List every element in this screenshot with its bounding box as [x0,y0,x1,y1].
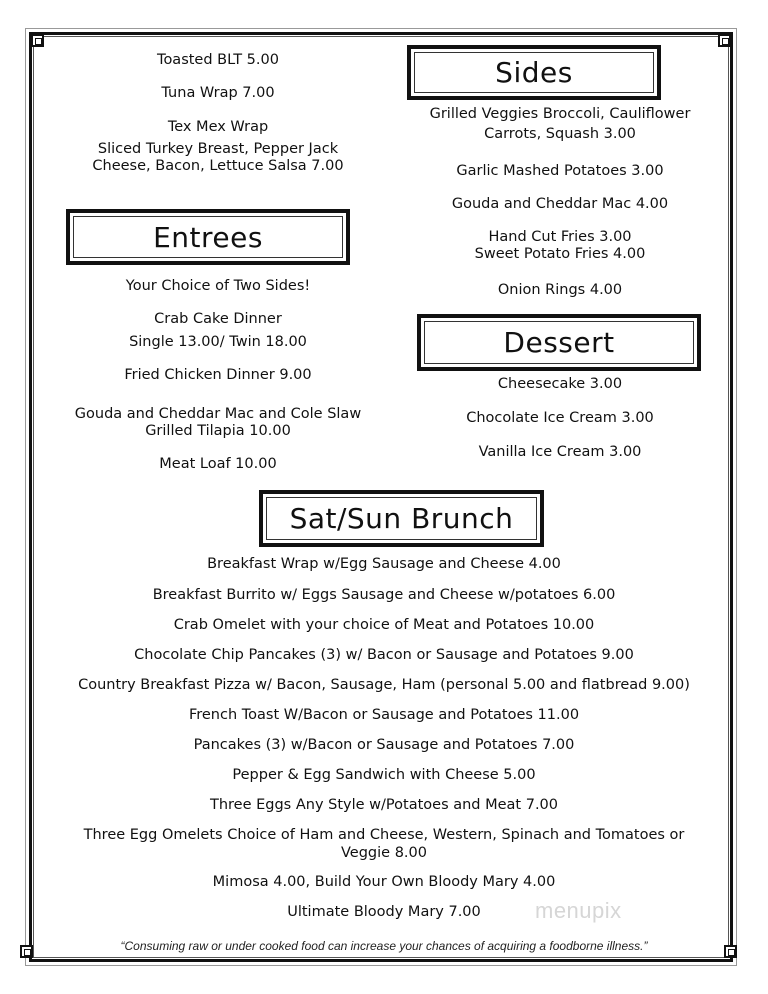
menu-item: Crab Omelet with your choice of Meat and Potatoes 10.00 [173,617,595,633]
menu-item: Hand Cut Fries 3.00 [488,229,632,245]
menu-item: Gouda and Cheddar Mac and Cole Slaw [74,406,362,422]
menu-item: Gouda and Cheddar Mac 4.00 [451,196,669,212]
menu-item: Grilled Veggies Broccoli, Cauliflower [429,106,691,122]
menu-item: Pancakes (3) w/Bacon or Sausage and Potatoes 7.00 [193,737,575,753]
dessert-heading: Dessert [503,326,615,359]
menu-item: Garlic Mashed Potatoes 3.00 [456,163,664,179]
food-safety-disclaimer: “Consuming raw or under cooked food can increase your chances of acquiring a foodborne illness.” [120,939,648,953]
menu-item: Onion Rings 4.00 [497,282,623,298]
menu-item: Tuna Wrap 7.00 [161,85,275,101]
menu-item: Sweet Potato Fries 4.00 [474,246,646,262]
menu-item-price: Single 13.00/ Twin 18.00 [129,334,307,350]
menu-item-description: Sliced Turkey Breast, Pepper Jack [97,141,339,157]
entrees-heading: Entrees [153,220,263,254]
menu-item: Crab Cake Dinner [154,311,282,327]
menu-item: French Toast W/Bacon or Sausage and Potatoes 11.00 [188,707,580,723]
menu-item: Ultimate Bloody Mary 7.00 [287,904,481,920]
menu-item: Veggie 8.00 [341,845,427,861]
menu-item: Pepper & Egg Sandwich with Cheese 5.00 [232,767,536,783]
menu-item: Breakfast Wrap w/Egg Sausage and Cheese 4.00 [207,556,561,572]
menu-item: Fried Chicken Dinner 9.00 [124,367,312,383]
menupix-watermark: menupix [535,898,622,923]
menu-item: Vanilla Ice Cream 3.00 [478,444,642,460]
menu-item: Breakfast Burrito w/ Eggs Sausage and Cheese w/potatoes 6.00 [152,587,616,603]
brunch-section [36,0,732,930]
menu-item: Tex Mex Wrap [167,119,269,135]
menu-item: Toasted BLT 5.00 [157,52,279,68]
menu-item: Mimosa 4.00, Build Your Own Bloody Mary 4.00 [212,874,556,890]
menu-item: Meat Loaf 10.00 [159,456,277,472]
menu-note: Your Choice of Two Sides! [125,278,311,294]
menu-item: Three Egg Omelets Choice of Ham and Cheese, Western, Spinach and Tomatoes or [83,827,685,843]
menu-item: Chocolate Chip Pancakes (3) w/ Bacon or Sausage and Potatoes 9.00 [134,647,634,663]
menu-item-description: Cheese, Bacon, Lettuce Salsa 7.00 [92,158,344,174]
menu-item: Carrots, Squash 3.00 [484,126,636,142]
sides-heading: Sides [495,56,573,89]
menu-item: Grilled Tilapia 10.00 [145,423,291,439]
menu-item: Country Breakfast Pizza w/ Bacon, Sausage, Ham (personal 5.00 and flatbread 9.00) [78,677,690,693]
menu-item: Cheesecake 3.00 [497,376,623,392]
menu-item: Chocolate Ice Cream 3.00 [466,410,654,426]
menu-item: Three Eggs Any Style w/Potatoes and Meat 7.00 [209,797,559,813]
brunch-heading: Sat/Sun Brunch [289,502,514,535]
